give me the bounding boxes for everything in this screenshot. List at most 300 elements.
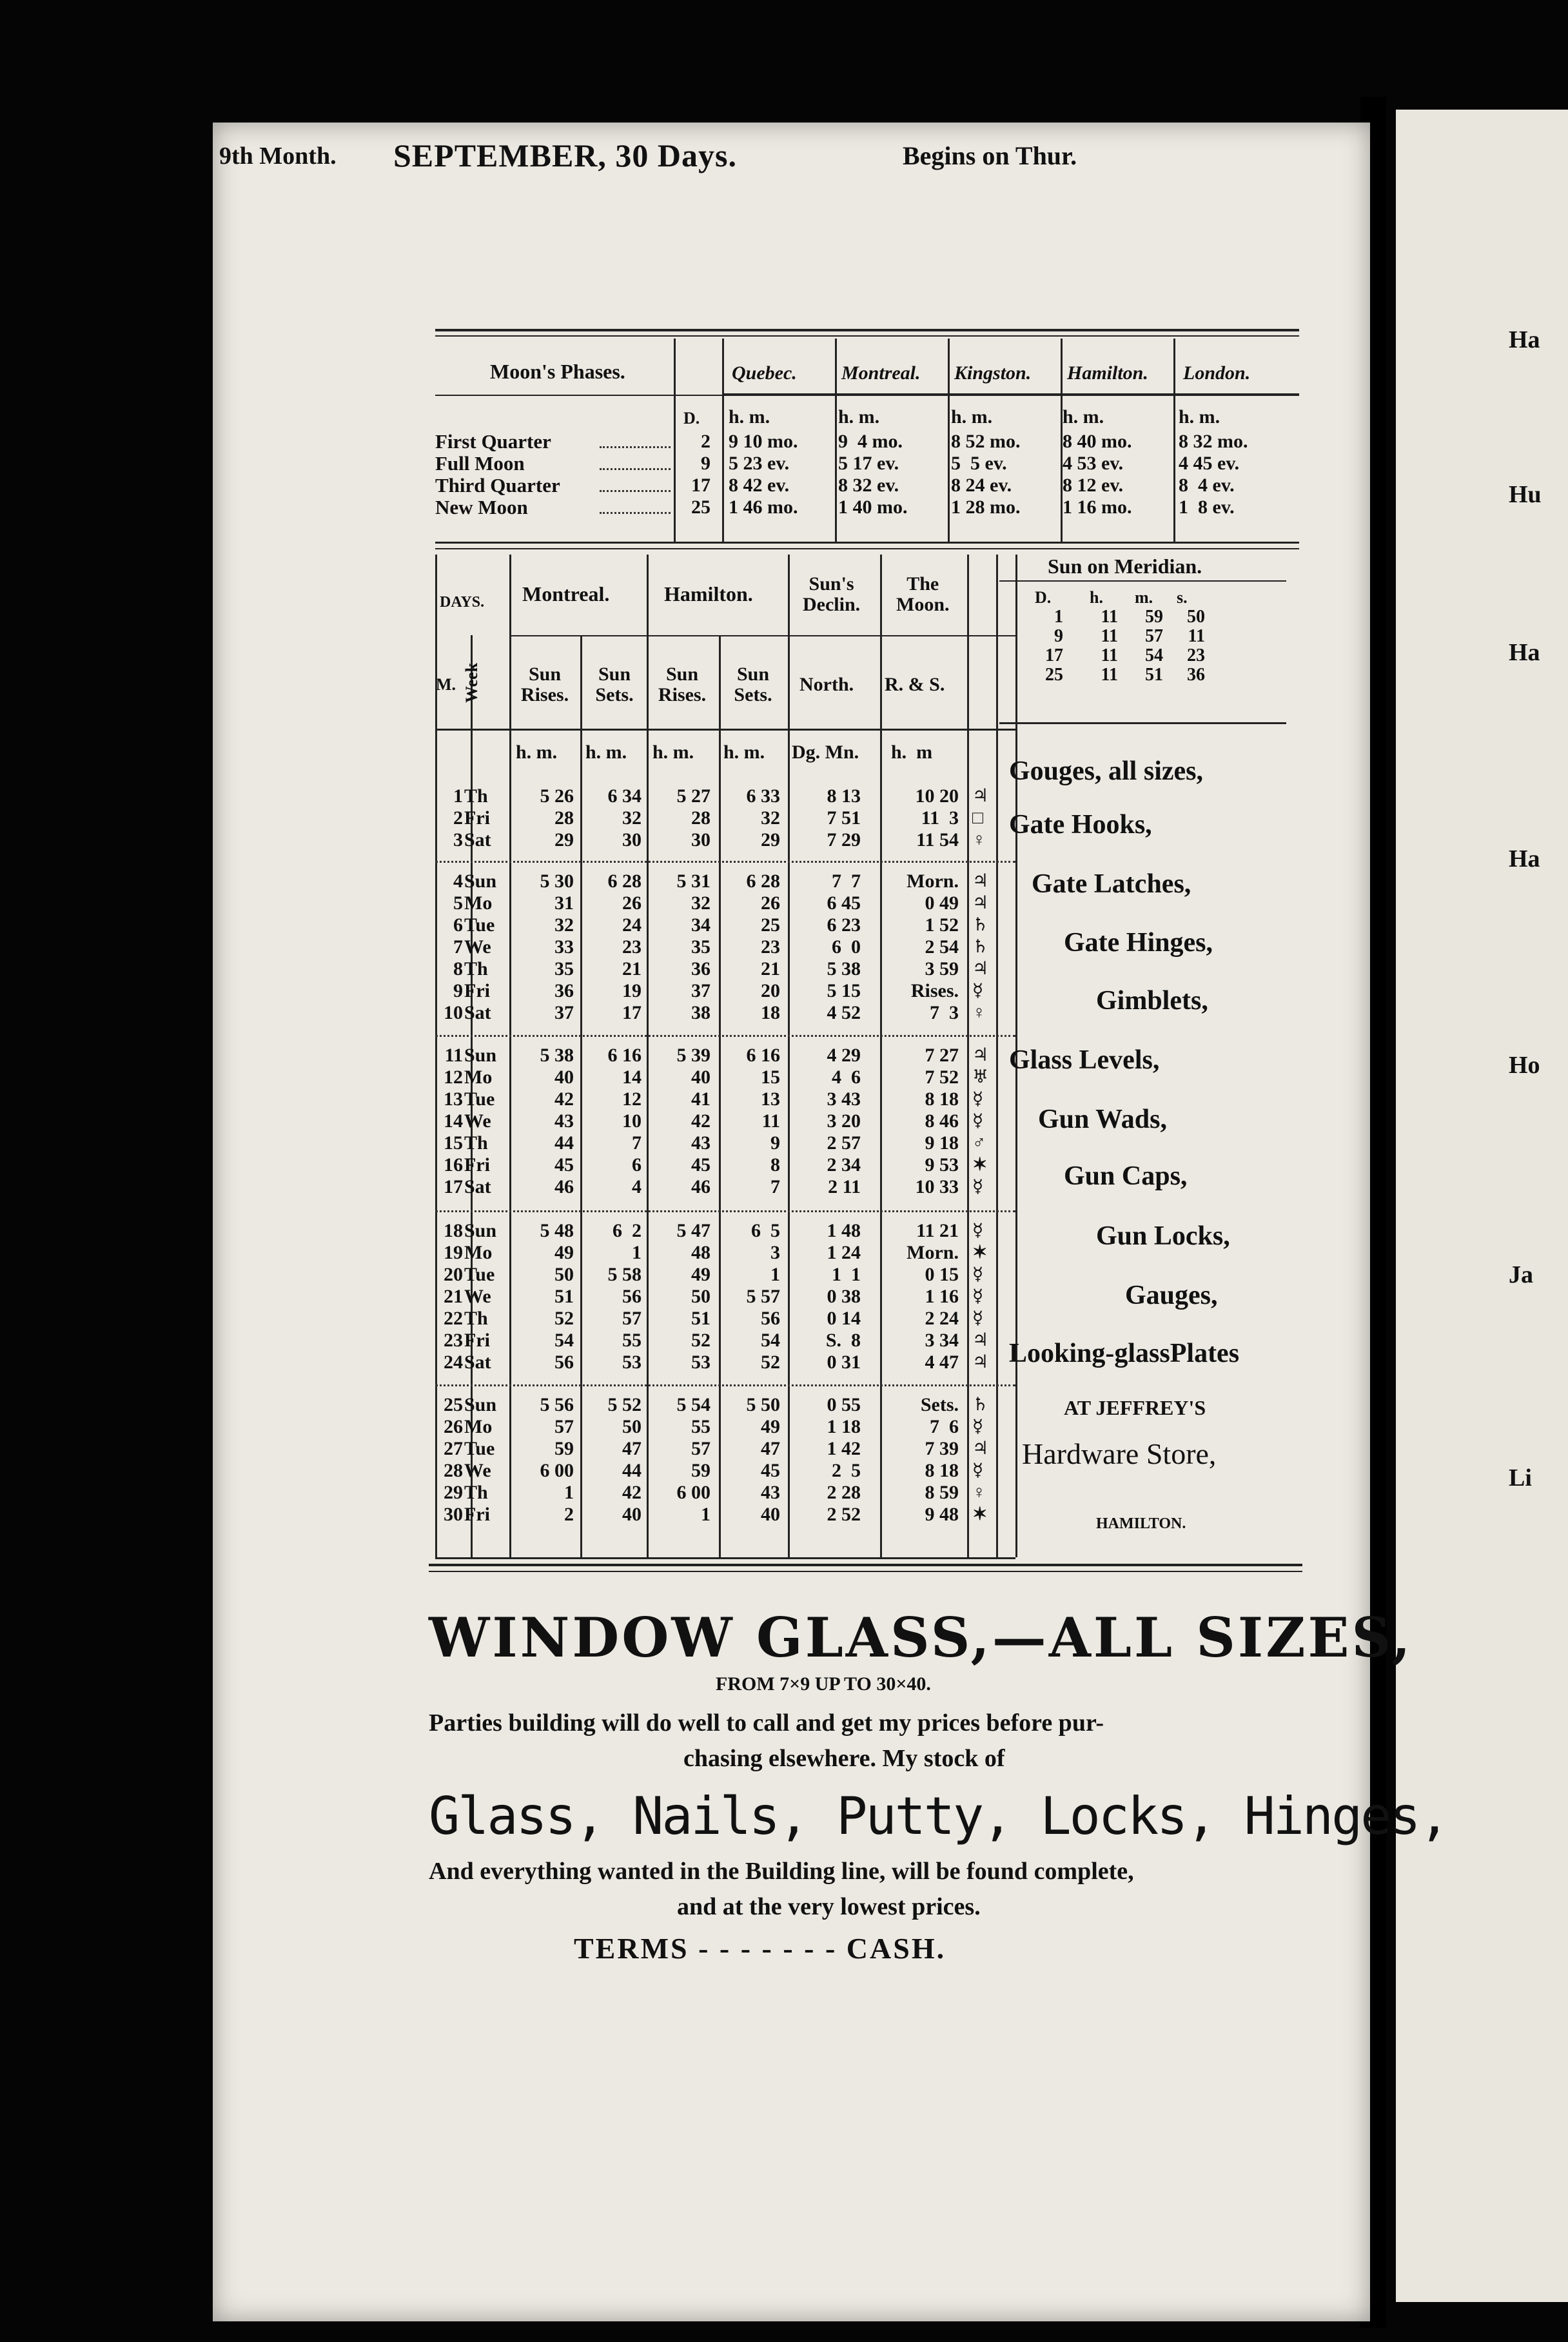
sun-declination: 4 52: [827, 1002, 861, 1023]
moon-rise-set: 8 18: [925, 1460, 959, 1481]
facing-page-fragment: Ha: [1509, 639, 1540, 666]
declination-header: Sun's Declin.: [803, 573, 861, 615]
montreal-sunset: 47: [622, 1438, 642, 1459]
sun-declination: 0 38: [827, 1286, 861, 1307]
hamilton-sunrise: 50: [691, 1286, 710, 1307]
ad-line: chasing elsewhere. My stock of: [683, 1745, 1005, 1772]
rule: [435, 542, 1299, 544]
moon-rise-set: 2 54: [925, 936, 959, 958]
montreal-sunset: 4: [632, 1176, 642, 1197]
rule: [509, 635, 1015, 636]
montreal-sunset: 7: [632, 1132, 642, 1154]
montreal-sunrise: 28: [554, 807, 574, 829]
moon-rise-set: Rises.: [910, 980, 959, 1001]
day-of-week: Sat: [464, 1176, 491, 1197]
day-of-month: 24: [444, 1352, 463, 1373]
sun-declination: 2 5: [832, 1460, 861, 1481]
hamilton-sunset: 45: [761, 1460, 780, 1481]
day-of-week: We: [464, 1286, 491, 1307]
montreal-sunrise: 42: [554, 1088, 574, 1110]
aspect-symbol: ♀: [972, 830, 986, 850]
hamilton-sunset: 21: [761, 958, 780, 979]
montreal-sunset: 5 52: [607, 1394, 642, 1415]
sun-declination: 5 38: [827, 958, 861, 979]
side-ad-city: HAMILTON.: [1096, 1515, 1186, 1532]
column-rule: [996, 555, 998, 1557]
moon-rise-set: 11 3: [921, 807, 959, 829]
day-of-month: 9: [453, 980, 463, 1001]
montreal-sunset: 6 2: [612, 1220, 642, 1241]
week-separator: [435, 861, 1015, 863]
sun-declination: 1 42: [827, 1438, 861, 1459]
day-of-week: Fri: [464, 1154, 490, 1176]
column-rule: [835, 339, 837, 542]
side-ad-item: Glass Levels,: [1009, 1045, 1160, 1075]
aspect-symbol: ♄: [972, 915, 989, 935]
hamilton-sunset: 26: [761, 892, 780, 914]
hamilton-sunset: 6 5: [751, 1220, 780, 1241]
rule: [435, 1557, 1015, 1559]
montreal-sunrise: 51: [554, 1286, 574, 1307]
phase-time: 9 4 mo.: [838, 431, 903, 452]
hamilton-sunset: 5 57: [746, 1286, 780, 1307]
day-of-month: 29: [444, 1482, 463, 1503]
week-separator: [435, 1210, 1015, 1212]
phase-time: 8 24 ev.: [951, 475, 1012, 496]
moon-rise-set: 4 47: [925, 1352, 959, 1373]
montreal-sunset: 53: [622, 1352, 642, 1373]
moon-rise-set: 0 49: [925, 892, 959, 914]
sun-declination: S. 8: [825, 1330, 861, 1351]
aspect-symbol: ☿: [972, 1417, 984, 1437]
side-ad-item: Looking-glassPlates: [1009, 1339, 1240, 1368]
city-header: Hamilton.: [1067, 362, 1148, 384]
rule: [435, 335, 1299, 337]
sun-declination: 3 43: [827, 1088, 861, 1110]
column-rule: [647, 555, 649, 1557]
phase-time: 1 40 mo.: [838, 497, 908, 518]
moon-rise-set: 7 27: [925, 1045, 959, 1066]
montreal-sunrise: 40: [554, 1067, 574, 1088]
rs-header: R. & S.: [885, 674, 945, 695]
montreal-sunrise: 52: [554, 1308, 574, 1329]
unit-label: h. m.: [516, 742, 558, 763]
city-header: London.: [1183, 362, 1251, 384]
sun-declination: 4 6: [832, 1067, 861, 1088]
hamilton-sunset: 6 28: [746, 871, 780, 892]
phase-time: 9 10 mo.: [729, 431, 798, 452]
phase-time: 5 17 ev.: [838, 453, 899, 474]
aspect-symbol: ♃: [972, 1045, 989, 1065]
phase-time: 8 32 ev.: [838, 475, 899, 496]
meridian-value: 1: [1054, 607, 1063, 627]
sun-declination: 2 52: [827, 1504, 861, 1525]
montreal-sunset: 55: [622, 1330, 642, 1351]
rule: [435, 729, 1015, 731]
day-of-week: Mo: [464, 892, 493, 914]
day-of-month: 12: [444, 1067, 463, 1088]
montreal-sunset: 19: [622, 980, 642, 1001]
meridian-value: 25: [1045, 665, 1063, 685]
moon-rise-set: 10 33: [915, 1176, 959, 1197]
montreal-sunrise: 33: [554, 936, 574, 958]
day-of-week: Sat: [464, 1352, 491, 1373]
day-of-week: We: [464, 1460, 491, 1481]
moon-rise-set: 1 16: [925, 1286, 959, 1307]
aspect-symbol: ☿: [972, 1461, 984, 1481]
aspect-symbol: ✶: [972, 1243, 988, 1263]
montreal-sunrise: 37: [554, 1002, 574, 1023]
moon-rise-set: 8 59: [925, 1482, 959, 1503]
hamilton-sunset: 25: [761, 914, 780, 936]
moon-rise-set: 8 46: [925, 1110, 959, 1132]
phases-header: Moon's Phases.: [490, 360, 625, 383]
phase-time: 1 28 mo.: [951, 497, 1021, 518]
meridian-value: 11: [1188, 626, 1205, 646]
phase-time: 4 53 ev.: [1063, 453, 1124, 474]
moon-rise-set: 9 18: [925, 1132, 959, 1154]
aspect-symbol: ♀: [972, 1482, 986, 1502]
sun-declination: 7 29: [827, 829, 861, 851]
montreal-sunrise: 57: [554, 1416, 574, 1437]
ad-line: and at the very lowest prices.: [677, 1893, 981, 1920]
moon-rise-set: 7 39: [925, 1438, 959, 1459]
sun-declination: 1 1: [832, 1264, 861, 1285]
day-of-month: 13: [444, 1088, 463, 1110]
hamilton-sunrise: 5 27: [676, 785, 710, 807]
facing-page-fragment: Li: [1509, 1464, 1532, 1491]
hamilton-sunset: 6 16: [746, 1045, 780, 1066]
montreal-sunrise: 46: [554, 1176, 574, 1197]
day-of-month: 11: [444, 1045, 463, 1066]
hamilton-sunrise: 51: [691, 1308, 710, 1329]
phase-time: 4 45 ev.: [1179, 453, 1240, 474]
moon-rise-set: 11 54: [916, 829, 959, 851]
day-of-week: Fri: [464, 1330, 490, 1351]
facing-page-fragment: Ha: [1509, 845, 1540, 872]
city-header: Montreal.: [841, 362, 921, 384]
hamilton-sunset: 47: [761, 1438, 780, 1459]
phase-name: First Quarter: [435, 430, 551, 453]
phase-time: 5 23 ev.: [729, 453, 790, 474]
side-ad-item: Gun Caps,: [1064, 1161, 1188, 1191]
moon-rise-set: 8 18: [925, 1088, 959, 1110]
aspect-symbol: □: [972, 808, 983, 828]
hamilton-sunrise: 28: [691, 807, 710, 829]
day-of-week: Sat: [464, 829, 491, 851]
moon-rise-set: Sets.: [920, 1394, 959, 1415]
phase-day: 17: [691, 475, 710, 496]
day-of-week: Tue: [464, 1264, 495, 1285]
hamilton-sunrise: 49: [691, 1264, 710, 1285]
aspect-symbol: ☿: [972, 1308, 984, 1328]
leader-dots: [600, 468, 671, 470]
sun-sets-header: Sun Sets.: [595, 664, 634, 705]
hamilton-sunset: 7: [770, 1176, 780, 1197]
montreal-sunrise: 45: [554, 1154, 574, 1176]
column-rule: [967, 555, 969, 1557]
montreal-sunrise: 49: [554, 1242, 574, 1263]
montreal-sunrise: 32: [554, 914, 574, 936]
hamilton-sunset: 56: [761, 1308, 780, 1329]
meridian-value: 11: [1101, 607, 1118, 627]
phase-time: 8 42 ev.: [729, 475, 790, 496]
aspect-symbol: ☿: [972, 1264, 984, 1284]
hamilton-sunset: 52: [761, 1352, 780, 1373]
hamilton-sunset: 6 33: [746, 785, 780, 807]
hamilton-sunrise: 35: [691, 936, 710, 958]
hamilton-sunset: 5 50: [746, 1394, 780, 1415]
moon-rise-set: 3 34: [925, 1330, 959, 1351]
day-of-week: Tue: [464, 1088, 495, 1110]
hamilton-sunrise: 48: [691, 1242, 710, 1263]
phase-time: 8 52 mo.: [951, 431, 1021, 452]
aspect-symbol: ☿: [972, 1286, 984, 1306]
moon-header: The Moon.: [896, 573, 950, 615]
phase-time: 8 32 mo.: [1179, 431, 1248, 452]
unit-label: h. m.: [1063, 406, 1104, 428]
aspect-symbol: ✶: [972, 1504, 988, 1524]
column-rule: [674, 339, 676, 542]
hamilton-sunset: 11: [761, 1110, 780, 1132]
hamilton-sunset: 13: [761, 1088, 780, 1110]
phase-name: Third Quarter: [435, 474, 560, 497]
day-of-week: Sun: [464, 1394, 497, 1415]
aspect-symbol: ♃: [972, 786, 989, 806]
phase-day: 2: [701, 431, 710, 452]
day-of-month: 23: [444, 1330, 463, 1351]
side-ad-item: Gate Hooks,: [1009, 810, 1152, 840]
aspect-symbol: ♂: [972, 1133, 986, 1153]
montreal-sunrise: 36: [554, 980, 574, 1001]
montreal-sunset: 21: [622, 958, 642, 979]
day-of-week: Th: [464, 1308, 488, 1329]
hamilton-sunset: 23: [761, 936, 780, 958]
meridian-value: 23: [1187, 645, 1205, 665]
leader-dots: [600, 512, 671, 514]
sun-declination: 2 28: [827, 1482, 861, 1503]
hamilton-sunrise: 53: [691, 1352, 710, 1373]
hamilton-sunset: 9: [770, 1132, 780, 1154]
moon-rise-set: Morn.: [906, 1242, 959, 1263]
montreal-sunset: 12: [622, 1088, 642, 1110]
day-of-month: 7: [453, 936, 463, 958]
rule: [999, 580, 1286, 582]
meridian-title: Sun on Meridian.: [1048, 555, 1202, 578]
hamilton-sunset: 15: [761, 1067, 780, 1088]
hamilton-sunrise: 45: [691, 1154, 710, 1176]
sun-declination: 1 24: [827, 1242, 861, 1263]
day-of-month: 21: [444, 1286, 463, 1307]
montreal-sunset: 6 28: [607, 871, 642, 892]
facing-page-fragment: Hu: [1509, 481, 1542, 508]
hamilton-sunrise: 40: [691, 1067, 710, 1088]
aspect-symbol: ♃: [972, 871, 989, 891]
sun-declination: 1 48: [827, 1220, 861, 1241]
rule: [999, 722, 1286, 724]
aspect-symbol: ☿: [972, 1177, 984, 1197]
montreal-sunset: 6: [632, 1154, 642, 1176]
sun-declination: 6 23: [827, 914, 861, 936]
day-of-month: 30: [444, 1504, 463, 1525]
montreal-header: Montreal.: [522, 582, 610, 605]
day-of-week: Mo: [464, 1416, 493, 1437]
hamilton-sunset: 1: [770, 1264, 780, 1285]
meridian-value: 36: [1187, 665, 1205, 685]
day-of-week: Fri: [464, 807, 490, 829]
unit-label: h. m.: [951, 406, 993, 428]
meridian-col: s.: [1177, 588, 1188, 607]
meridian-value: 59: [1145, 607, 1163, 627]
sun-rises-header: Sun Rises.: [520, 664, 569, 705]
hamilton-sunset: 54: [761, 1330, 780, 1351]
montreal-sunset: 23: [622, 936, 642, 958]
hamilton-sunrise: 37: [691, 980, 710, 1001]
hamilton-sunrise: 1: [701, 1504, 710, 1525]
sun-declination: 5 15: [827, 980, 861, 1001]
montreal-sunrise: 5 38: [540, 1045, 574, 1066]
day-of-week: Mo: [464, 1242, 493, 1263]
hamilton-sunrise: 52: [691, 1330, 710, 1351]
hamilton-sunrise: 5 39: [676, 1045, 710, 1066]
phase-time: 1 8 ev.: [1179, 497, 1235, 518]
month-title: SEPTEMBER, 30 Days.: [393, 137, 737, 173]
hamilton-sunset: 40: [761, 1504, 780, 1525]
unit-label: h. m.: [723, 742, 765, 763]
hamilton-sunrise: 32: [691, 892, 710, 914]
hamilton-sunset: 3: [770, 1242, 780, 1263]
column-rule: [788, 555, 790, 1557]
moon-rise-set: 3 59: [925, 958, 959, 979]
day-of-month: 5: [453, 892, 463, 914]
phase-name: New Moon: [435, 496, 528, 518]
meridian-value: 50: [1187, 607, 1205, 627]
side-ad-item: Gimblets,: [1096, 986, 1208, 1016]
montreal-sunset: 57: [622, 1308, 642, 1329]
meridian-col: m.: [1135, 588, 1153, 607]
hamilton-sunset: 32: [761, 807, 780, 829]
unit-label: h. m.: [1179, 406, 1220, 428]
montreal-sunset: 1: [632, 1242, 642, 1263]
ad-goods: Glass, Nails, Putty, Locks, Hinges,: [429, 1786, 1448, 1846]
moon-rise-set: 9 53: [925, 1154, 959, 1176]
sun-declination: 0 14: [827, 1308, 861, 1329]
day-of-month: 22: [444, 1308, 463, 1329]
sun-declination: 2 57: [827, 1132, 861, 1154]
montreal-sunrise: 5 48: [540, 1220, 574, 1241]
side-ad-store: Hardware Store,: [1022, 1437, 1217, 1470]
week-separator: [435, 1384, 1015, 1386]
montreal-sunset: 56: [622, 1286, 642, 1307]
montreal-sunrise: 50: [554, 1264, 574, 1285]
facing-page-fragment: Ja: [1509, 1261, 1533, 1288]
day-of-week: We: [464, 1110, 491, 1132]
rule: [435, 548, 1299, 549]
ad-line: Parties building will do well to call and get my prices before pur-: [429, 1709, 1104, 1737]
montreal-sunrise: 44: [554, 1132, 574, 1154]
hamilton-sunrise: 30: [691, 829, 710, 851]
meridian-col: D.: [1035, 588, 1052, 607]
phase-time: 1 46 mo.: [729, 497, 798, 518]
day-of-week: Th: [464, 958, 488, 979]
montreal-sunrise: 5 30: [540, 871, 574, 892]
sun-declination: 6 45: [827, 892, 861, 914]
phase-name: Full Moon: [435, 452, 525, 475]
sun-declination: 0 31: [827, 1352, 861, 1373]
aspect-symbol: ♀: [972, 1003, 986, 1023]
city-header: Quebec.: [732, 362, 797, 384]
hamilton-sunrise: 46: [691, 1176, 710, 1197]
montreal-sunset: 24: [622, 914, 642, 936]
column-rule: [1173, 339, 1175, 542]
montreal-sunrise: 5 56: [540, 1394, 574, 1415]
aspect-symbol: ♄: [972, 1395, 989, 1415]
hamilton-sunrise: 34: [691, 914, 710, 936]
hamilton-sunset: 8: [770, 1154, 780, 1176]
meridian-value: 57: [1145, 626, 1163, 646]
montreal-sunrise: 56: [554, 1352, 574, 1373]
month-begins: Begins on Thur.: [903, 141, 1077, 170]
aspect-symbol: ♅: [972, 1067, 989, 1087]
moon-rise-set: 0 15: [925, 1264, 959, 1285]
montreal-sunset: 17: [622, 1002, 642, 1023]
moon-rise-set: 9 48: [925, 1504, 959, 1525]
sun-declination: 2 11: [828, 1176, 861, 1197]
day-of-week: Tue: [464, 914, 495, 936]
day-of-week: Sat: [464, 1002, 491, 1023]
phase-time: 8 40 mo.: [1063, 431, 1132, 452]
unit-label: D.: [683, 409, 700, 428]
phase-day: 9: [701, 453, 710, 474]
unit-label: h. m.: [729, 406, 770, 428]
day-of-month: 15: [444, 1132, 463, 1154]
aspect-symbol: ♃: [972, 1439, 989, 1459]
day-of-week: Th: [464, 1482, 488, 1503]
montreal-sunset: 6 16: [607, 1045, 642, 1066]
montreal-sunrise: 2: [564, 1504, 574, 1525]
montreal-sunset: 6 34: [607, 785, 642, 807]
week-separator: [435, 1035, 1015, 1037]
hamilton-sunrise: 5 54: [676, 1394, 710, 1415]
montreal-sunrise: 6 00: [540, 1460, 574, 1481]
north-header: North.: [799, 674, 854, 695]
day-of-month: 17: [444, 1176, 463, 1197]
day-of-week: Tue: [464, 1438, 495, 1459]
moon-rise-set: 7 52: [925, 1067, 959, 1088]
ad-headline: WINDOW GLASS,—ALL SIZES,: [429, 1606, 1413, 1669]
side-ad-item: Gauges,: [1125, 1281, 1218, 1310]
montreal-sunset: 30: [622, 829, 642, 851]
sun-declination: 3 20: [827, 1110, 861, 1132]
hamilton-sunrise: 57: [691, 1438, 710, 1459]
montreal-sunrise: 31: [554, 892, 574, 914]
aspect-symbol: ☿: [972, 981, 984, 1001]
day-of-week: Sun: [464, 871, 497, 892]
unit-label: h. m.: [838, 406, 880, 428]
montreal-sunrise: 59: [554, 1438, 574, 1459]
column-rule: [719, 635, 721, 1557]
side-ad-at: AT JEFFREY'S: [1064, 1396, 1206, 1419]
day-of-month: 4: [453, 871, 463, 892]
side-ad-item: Gun Wads,: [1038, 1105, 1168, 1134]
montreal-sunrise: 43: [554, 1110, 574, 1132]
side-ad-item: Gate Hinges,: [1064, 928, 1213, 958]
facing-page-fragment: Ha: [1509, 326, 1540, 353]
hamilton-sunrise: 43: [691, 1132, 710, 1154]
montreal-sunrise: 35: [554, 958, 574, 979]
unit-label: h. m: [891, 742, 933, 763]
meridian-value: 11: [1101, 665, 1118, 685]
